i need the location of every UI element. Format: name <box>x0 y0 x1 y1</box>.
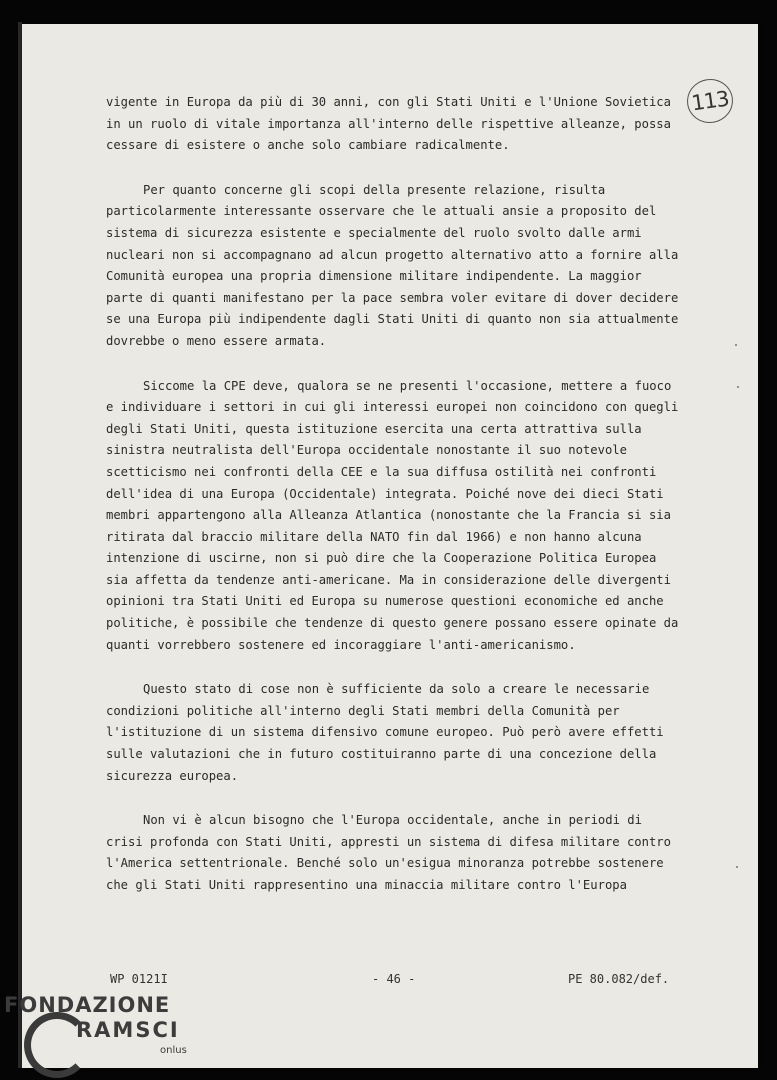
paragraph-5: Non vi è alcun bisogno che l'Europa occidentale, anche in periodi di crisi profonda con Stati Uniti, appresti un sistema di difesa militare contro l'America settentrionale. Benché solo un'esigua minoranza potrebbe sostenere che gli Stati Uniti rappresentino una minaccia militare contro l'Europa <box>106 813 671 892</box>
paper-speck <box>736 866 738 868</box>
watermark-logo <box>4 992 180 1042</box>
watermark-line-2: RAMSCI <box>76 1018 180 1042</box>
document-body <box>106 92 686 920</box>
paragraph-3: Siccome la CPE deve, qualora se ne presenti l'occasione, mettere a fuoco e individuare i settori in cui gli interessi europei non coincidono con quegli degli Stati Uniti, questa istituzione esercita una certa attrattiva sulla sinistra neutralista dell'Europa occidentale nonostante il suo notevole scetticismo nei confronti della CEE e la sua diffusa ostilità nei confronti dell'idea di una Europa (Occidentale) integrata. Poiché nove dei dieci Stati membri appartengono alla Alleanza Atlantica (nonostante che la Francia si sia ritirata dal braccio militare della NATO fin dal 1966) e non hanno alcuna intenzione di uscirne, non si può dire che la Cooperazione Politica Europea sia affetta da tendenze anti-americane. Ma in considerazione delle divergenti opinioni tra Stati Uniti ed Europa su numerose questioni economiche ed anche politiche, è possibile che tendenze di questo genere possano essere opinate da quanti vorrebbero sostenere ed incoraggiare l'anti-americanismo. <box>106 378 679 652</box>
footer-document-code: WP 0121I <box>110 972 168 986</box>
footer-page-number: - 46 - <box>372 972 416 986</box>
watermark-onlus: onlus <box>160 1045 187 1056</box>
paragraph-2: Per quanto concerne gli scopi della presente relazione, risulta particolarmente interessante osservare che le attuali ansie a proposito del sistema di sicurezza esistente e specialmente del ruolo svolto dalle armi nucleari non si accompagnano ad alcun progetto alternativo atto a fornire alla Comunità europea una propria dimensione militare indipendente. La maggior parte di quanti manifestano per la pace sembra voler evitare di dover decidere se una Europa più indipendente dagli Stati Uniti di quanto non sia attualmente dovrebbe o meno essere armata. <box>106 182 679 348</box>
paragraph-1: vigente in Europa da più di 30 anni, con gli Stati Uniti e l'Unione Sovietica in un ruolo di vitale importanza all'interno delle rispettive alleanze, possa cessare di esistere o anche solo cambiare radicalmente. <box>106 95 671 153</box>
watermark-line-1: FONDAZIONE <box>4 993 171 1017</box>
paper-speck <box>737 386 739 388</box>
handwritten-page-number: 113 <box>684 76 736 126</box>
paragraph-4: Questo stato di cose non è sufficiente da solo a creare le necessarie condizioni politiche all'interno degli Stati membri della Comunità per l'istituzione di un sistema difensivo comune europeo. Può però avere effetti sulle valutazioni che in futuro costituiranno parte di una concezione della sicurezza europea. <box>106 682 664 783</box>
footer-reference: PE 80.082/def. <box>568 972 670 986</box>
paper-speck <box>735 344 737 346</box>
